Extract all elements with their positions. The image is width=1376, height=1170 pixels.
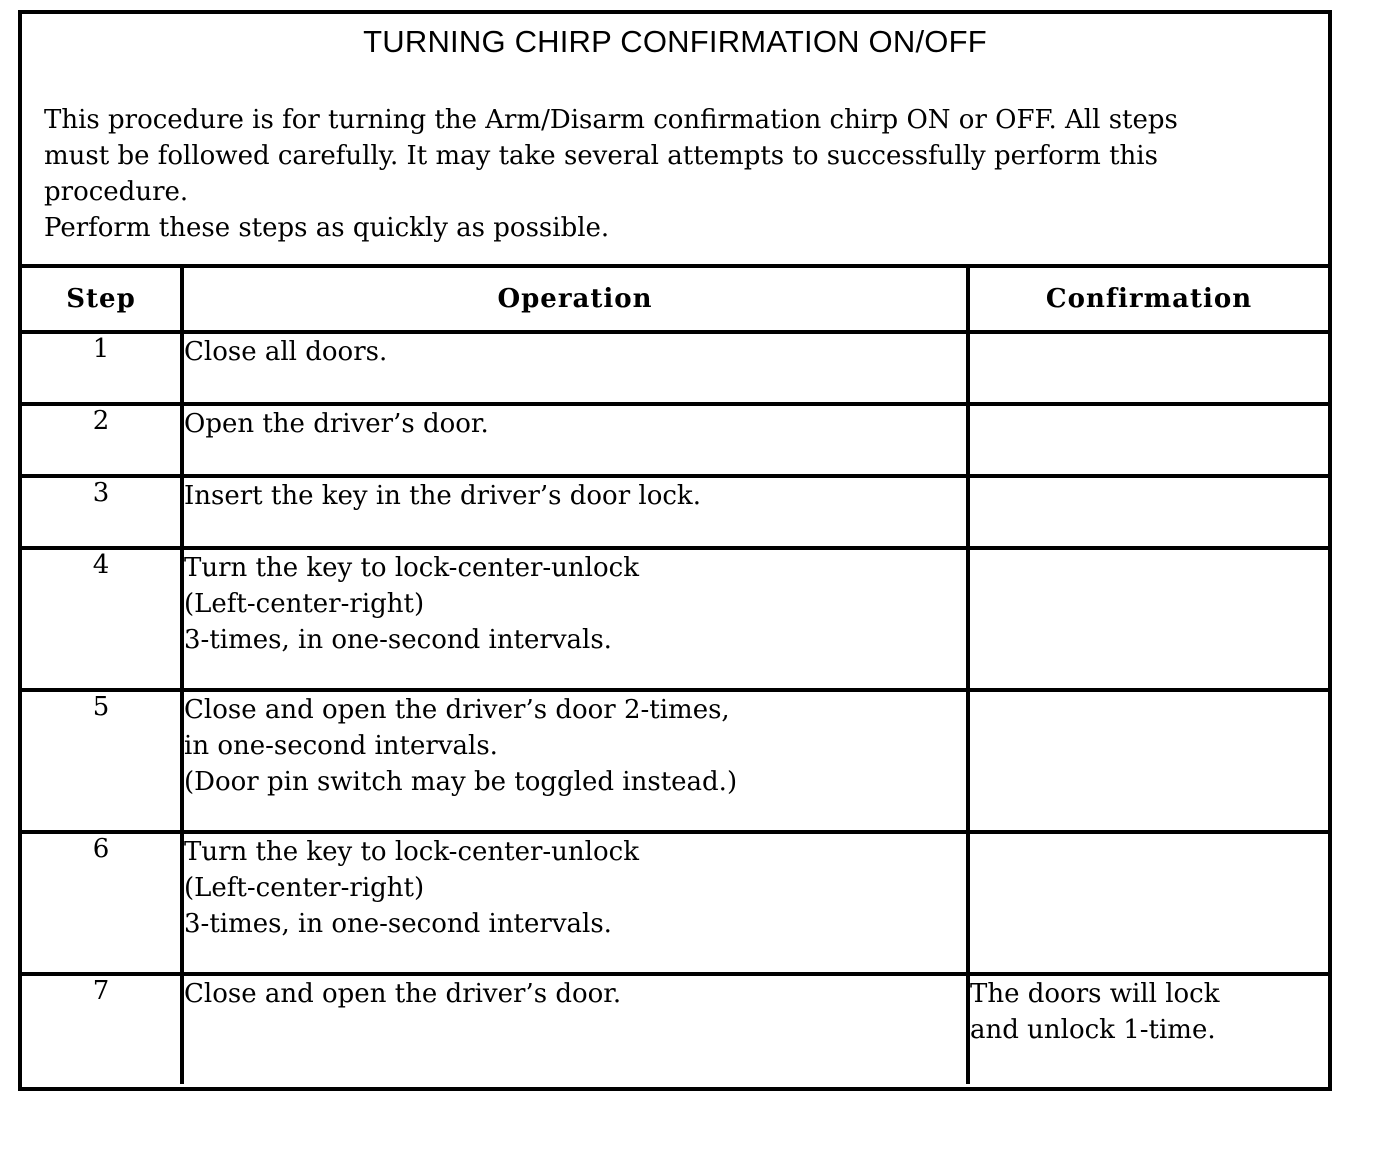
document-title: TURNING CHIRP CONFIRMATION ON/OFF xyxy=(363,24,987,59)
operation-cell xyxy=(182,690,968,832)
step-number: 6 xyxy=(22,832,182,974)
operation-line: Insert the key in the driver’s door lock. xyxy=(184,481,701,511)
intro-text xyxy=(44,102,1314,246)
operation-line: Close and open the driver’s door 2-times, xyxy=(184,695,730,725)
operation-line: Turn the key to lock-center-unlock xyxy=(184,553,639,583)
confirmation-cell xyxy=(968,476,1328,548)
confirmation-cell xyxy=(968,690,1328,832)
operation-cell xyxy=(182,832,968,974)
procedure-header xyxy=(22,14,1328,268)
table-row xyxy=(22,548,1328,690)
intro-line: must be followed carefully. It may take several attempts to successfully perform this xyxy=(44,141,1158,171)
table-row xyxy=(22,476,1328,548)
operation-line: in one-second intervals. xyxy=(184,731,498,761)
confirmation-cell xyxy=(968,404,1328,476)
step-number: 5 xyxy=(22,690,182,832)
operation-cell xyxy=(182,404,968,476)
operation-cell xyxy=(182,548,968,690)
step-number: 2 xyxy=(22,404,182,476)
operation-cell xyxy=(182,476,968,548)
intro-line: This procedure is for turning the Arm/Disarm confirmation chirp ON or OFF. All steps xyxy=(44,105,1178,135)
step-number: 7 xyxy=(22,974,182,1084)
step-number: 4 xyxy=(22,548,182,690)
operation-line: (Door pin switch may be toggled instead.) xyxy=(184,767,738,797)
step-number: 1 xyxy=(22,332,182,404)
header-confirmation: Confirmation xyxy=(968,266,1328,332)
header-operation: Operation xyxy=(182,266,968,332)
intro-line: Perform these steps as quickly as possible. xyxy=(44,213,610,243)
table-row xyxy=(22,832,1328,974)
operation-cell xyxy=(182,974,968,1084)
table-row xyxy=(22,404,1328,476)
confirmation-cell xyxy=(968,974,1328,1084)
operation-line: (Left-center-right) xyxy=(184,589,425,619)
operation-cell xyxy=(182,332,968,404)
operation-line: Open the driver’s door. xyxy=(184,409,489,439)
step-number: 3 xyxy=(22,476,182,548)
operation-line: Close all doors. xyxy=(184,337,388,367)
operation-line: Turn the key to lock-center-unlock xyxy=(184,837,639,867)
table-header-row xyxy=(22,266,1328,332)
intro-line: procedure. xyxy=(44,177,189,207)
table-row xyxy=(22,690,1328,832)
header-step: Step xyxy=(22,266,182,332)
confirmation-cell xyxy=(968,832,1328,974)
procedure-sheet xyxy=(18,10,1332,1091)
confirmation-cell xyxy=(968,332,1328,404)
steps-table xyxy=(22,264,1328,1084)
operation-line: (Left-center-right) xyxy=(184,873,425,903)
confirmation-cell xyxy=(968,548,1328,690)
confirmation-line: The doors will lock xyxy=(970,979,1220,1009)
operation-line: Close and open the driver’s door. xyxy=(184,979,622,1009)
operation-line: 3-times, in one-second intervals. xyxy=(184,909,612,939)
table-row xyxy=(22,974,1328,1084)
table-row xyxy=(22,332,1328,404)
confirmation-line: and unlock 1-time. xyxy=(970,1015,1216,1045)
operation-line: 3-times, in one-second intervals. xyxy=(184,625,612,655)
